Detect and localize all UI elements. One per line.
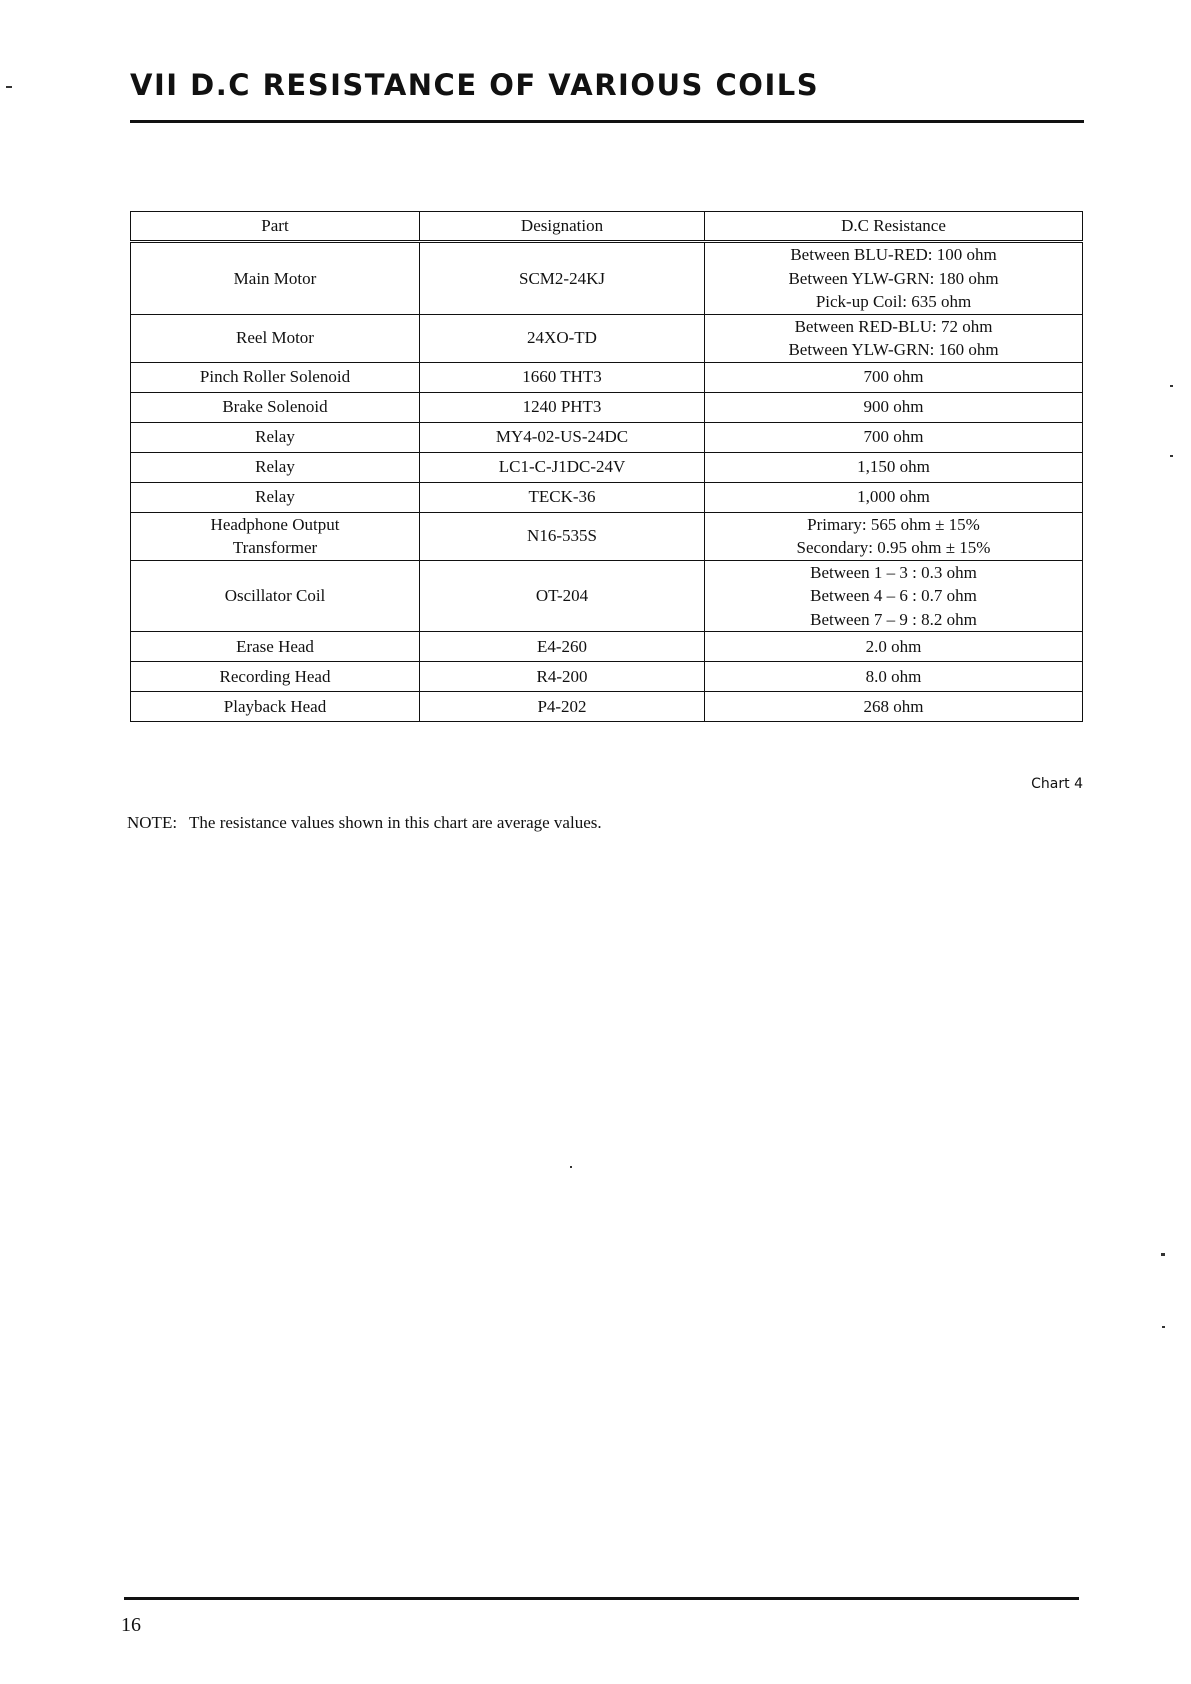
scan-speck [1170, 385, 1173, 387]
cell-designation-line: MY4-02-US-24DC [495, 427, 629, 447]
scan-speck [570, 1166, 572, 1168]
cell-part-line: Reel Motor [236, 328, 314, 348]
cell-designation-line: LC1-C-J1DC-24V [498, 457, 626, 477]
cell-part-line: Playback Head [223, 696, 327, 716]
cell-resistance-line: 1,150 ohm [857, 457, 930, 477]
cell-resistance [705, 314, 1083, 362]
header-part: Part [131, 212, 420, 242]
cell-resistance-line: 900 ohm [863, 397, 924, 417]
cell-resistance-line: Between RED-BLU: 72 ohm [794, 316, 993, 336]
cell-designation [420, 512, 705, 560]
cell-part-line: Pinch Roller Solenoid [199, 367, 351, 387]
cell-designation-line: 1240 PHT3 [522, 397, 602, 417]
page-title: VII D.C RESISTANCE OF VARIOUS COILS [130, 68, 820, 102]
table-header-row [131, 212, 1083, 242]
header-designation: Designation [420, 212, 705, 242]
cell-resistance-line: Between BLU-RED: 100 ohm [790, 245, 997, 264]
coil-resistance-table [130, 211, 1083, 722]
cell-designation [420, 362, 705, 392]
table-row [131, 314, 1083, 362]
cell-resistance-line: Pick-up Coil: 635 ohm [815, 292, 972, 311]
cell-part-line: Brake Solenoid [222, 397, 328, 417]
table-row [131, 512, 1083, 560]
scan-speck [1170, 455, 1173, 457]
cell-part [131, 482, 420, 512]
cell-part-line: Transformer [232, 538, 318, 557]
cell-designation [420, 632, 705, 662]
cell-designation [420, 692, 705, 722]
cell-part-line: Recording Head [219, 666, 331, 686]
cell-part-line: Relay [255, 427, 295, 447]
scan-speck [1162, 1326, 1165, 1328]
table-row [131, 662, 1083, 692]
cell-resistance-line: Between 7 – 9 : 8.2 ohm [810, 609, 977, 629]
table-row [131, 392, 1083, 422]
cell-designation [420, 422, 705, 452]
cell-resistance [705, 560, 1083, 632]
table-row [131, 482, 1083, 512]
cell-part [131, 452, 420, 482]
cell-part-line: Relay [255, 457, 295, 477]
cell-part-line: Headphone Output [210, 514, 340, 534]
note [127, 813, 602, 833]
cell-resistance-line: Between 1 – 3 : 0.3 ohm [810, 562, 977, 582]
cell-part [131, 242, 420, 315]
cell-resistance-line: 700 ohm [863, 367, 924, 387]
cell-resistance-line: 2.0 ohm [865, 636, 922, 656]
cell-resistance [705, 482, 1083, 512]
cell-designation [420, 314, 705, 362]
header-resistance: D.C Resistance [705, 212, 1083, 242]
cell-resistance [705, 512, 1083, 560]
note-text: The resistance values shown in this chart are average values. [189, 813, 602, 832]
cell-resistance [705, 422, 1083, 452]
cell-resistance-line: Between 4 – 6 : 0.7 ohm [810, 586, 977, 605]
cell-part [131, 512, 420, 560]
cell-designation-line: 1660 THT3 [522, 367, 602, 387]
cell-resistance-line: Secondary: 0.95 ohm ± 15% [796, 538, 991, 557]
cell-designation [420, 560, 705, 632]
cell-resistance-line: 268 ohm [863, 696, 924, 716]
cell-designation [420, 662, 705, 692]
cell-designation [420, 392, 705, 422]
cell-designation [420, 452, 705, 482]
cell-designation-line: P4-202 [537, 696, 587, 716]
cell-part [131, 392, 420, 422]
cell-designation-line: R4-200 [536, 666, 588, 686]
cell-resistance [705, 392, 1083, 422]
cell-resistance [705, 662, 1083, 692]
cell-part [131, 632, 420, 662]
cell-part-line: Oscillator Coil [224, 586, 326, 605]
chart-label: Chart 4 [1031, 776, 1083, 792]
table-row [131, 560, 1083, 632]
cell-resistance [705, 242, 1083, 315]
table-row [131, 422, 1083, 452]
cell-resistance-line: 1,000 ohm [857, 487, 930, 507]
cell-designation [420, 482, 705, 512]
table-row [131, 632, 1083, 662]
table-row [131, 452, 1083, 482]
table-body [131, 242, 1083, 722]
cell-designation-line: N16-535S [527, 526, 597, 546]
cell-resistance [705, 452, 1083, 482]
cell-designation-line: E4-260 [536, 636, 588, 656]
cell-part-line: Erase Head [236, 636, 314, 656]
page-number: 16 [121, 1614, 141, 1636]
cell-designation-line: 24XO-TD [527, 328, 597, 348]
cell-part-line: Relay [255, 487, 295, 507]
cell-designation-line: TECK-36 [528, 487, 596, 507]
table-row [131, 242, 1083, 315]
cell-part [131, 692, 420, 722]
cell-part [131, 314, 420, 362]
cell-resistance [705, 632, 1083, 662]
cell-part [131, 362, 420, 392]
cell-resistance [705, 692, 1083, 722]
cell-designation [420, 242, 705, 315]
scan-speck [1161, 1253, 1165, 1256]
table-row [131, 362, 1083, 392]
cell-part [131, 662, 420, 692]
footer-rule [124, 1597, 1079, 1600]
cell-resistance [705, 362, 1083, 392]
cell-resistance-line: 700 ohm [863, 427, 924, 447]
cell-part [131, 560, 420, 632]
scan-speck [6, 86, 12, 88]
cell-resistance-line: 8.0 ohm [865, 666, 922, 686]
cell-part [131, 422, 420, 452]
cell-designation-line: SCM2-24KJ [519, 268, 605, 288]
table-row [131, 692, 1083, 722]
cell-resistance-line: Between YLW-GRN: 180 ohm [788, 268, 999, 288]
cell-designation-line: OT-204 [535, 586, 589, 605]
cell-resistance-line: Primary: 565 ohm ± 15% [807, 514, 980, 534]
cell-part-line: Main Motor [233, 268, 317, 288]
note-label: NOTE: [127, 813, 178, 832]
cell-resistance-line: Between YLW-GRN: 160 ohm [788, 340, 999, 359]
title-rule [130, 120, 1084, 123]
